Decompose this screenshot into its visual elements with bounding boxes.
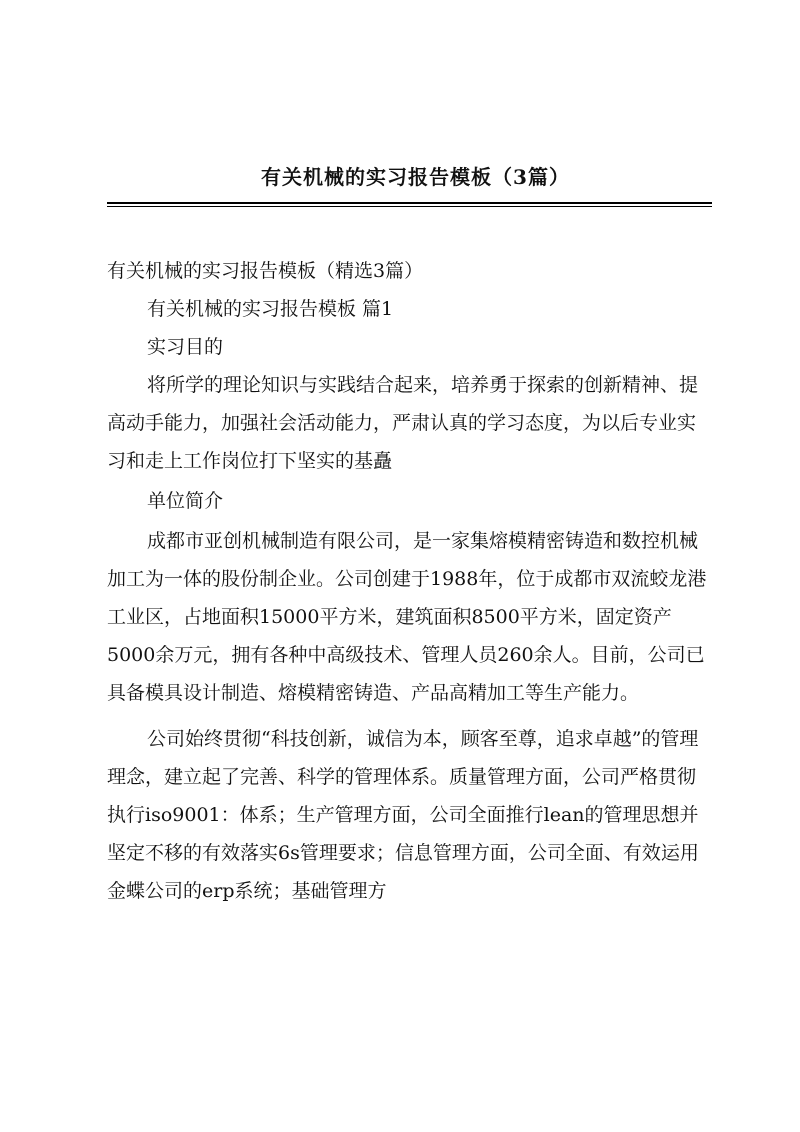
document-header bbox=[107, 162, 712, 207]
paragraph-purpose: 将所学的理论知识与实践结合起来，培养勇于探索的创新精神、提高动手能力，加强社会活动能力，严肃认真的学习态度，为以后专业实习和走上工作岗位打下坚实的基矗 bbox=[107, 374, 699, 472]
document-title: 有关机械的实习报告模板（3篇） bbox=[261, 165, 570, 189]
document-subtitle: 有关机械的实习报告模板（精选3篇） bbox=[107, 260, 424, 282]
paragraph-company-intro: 成都市亚创机械制造有限公司，是一家集熔模精密铸造和数控机械加工为一体的股份制企业。公司创建于1988年，位于成都市双流蛟龙港工业区，占地面积15000平方米，建筑面积8500平方米，固定资产5000余万元，拥有各种中高级技术、管理人员260余人。目前，公司已具备模具设计制造、熔模精密铸造、产品高精加工等生产能力。 bbox=[107, 530, 707, 704]
title-rule-thick bbox=[107, 202, 712, 204]
subheading-company: 单位简介 bbox=[147, 490, 224, 512]
document-body bbox=[107, 252, 713, 910]
section-heading: 有关机械的实习报告模板 篇1 bbox=[147, 298, 394, 320]
subheading-purpose: 实习目的 bbox=[147, 336, 224, 358]
paragraph-management: 公司始终贯彻“科技创新，诚信为本，顾客至尊，追求卓越”的管理理念，建立起了完善、科学的管理体系。质量管理方面，公司严格贯彻执行iso9001：体系；生产管理方面，公司全面推行lean的管理思想并坚定不移的有效落实6s管理要求；信息管理方面，公司全面、有效运用金蝶公司的erp系统；基础管理方 bbox=[107, 728, 699, 902]
title-rule-thin bbox=[107, 206, 712, 207]
